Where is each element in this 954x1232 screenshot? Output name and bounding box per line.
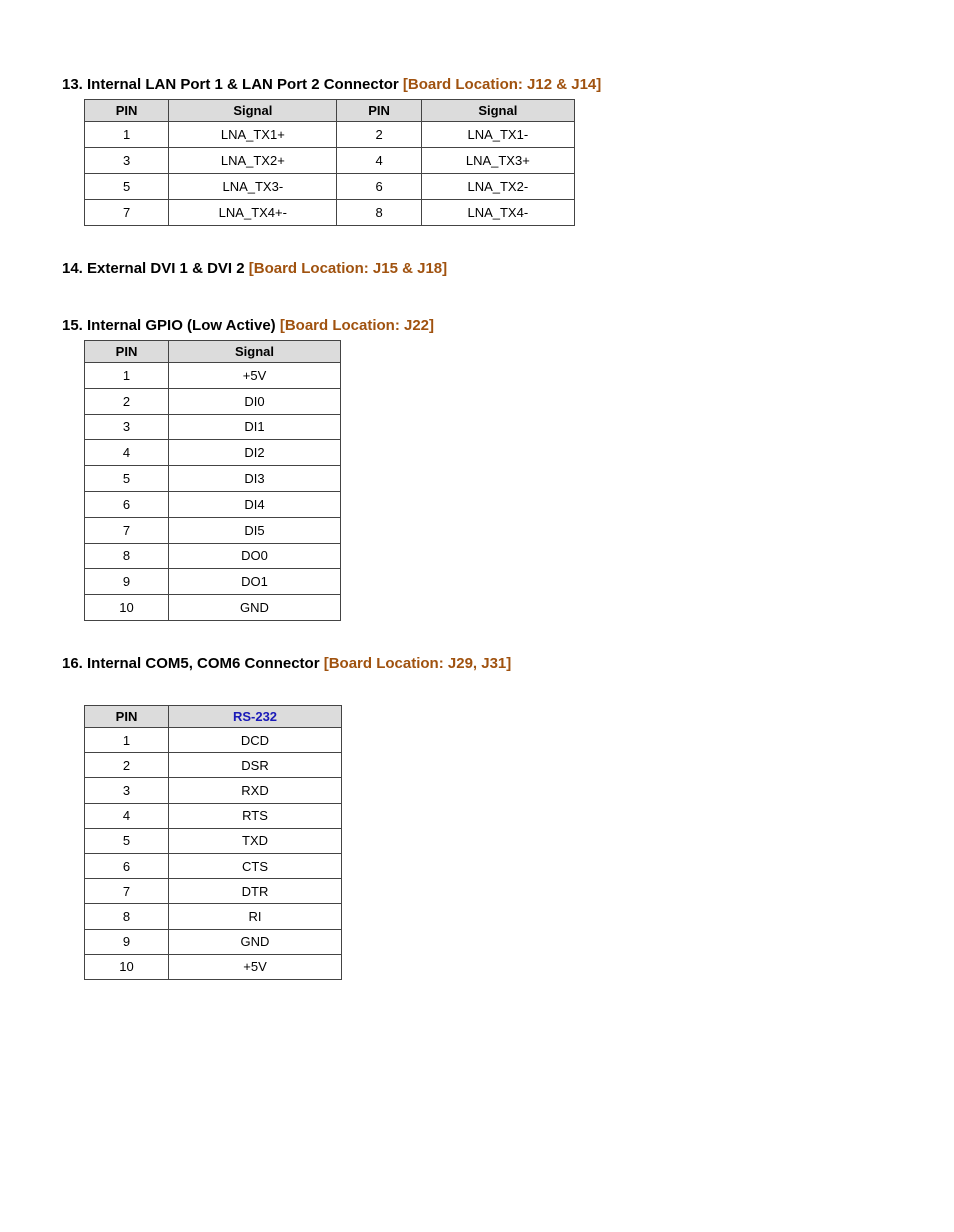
table-row <box>85 803 342 828</box>
section-16-heading <box>62 655 511 672</box>
table-cell: DI4 <box>169 491 341 517</box>
table-cell: 2 <box>85 388 169 414</box>
table-row <box>85 200 575 226</box>
table-cell: DI0 <box>169 388 341 414</box>
section-13-title: 13. Internal LAN Port 1 & LAN Port 2 Connector <box>62 76 399 93</box>
table-cell: 9 <box>85 569 169 595</box>
section-14-heading <box>62 260 447 277</box>
table-cell: 6 <box>85 491 169 517</box>
table-row <box>85 954 342 979</box>
table-cell: 4 <box>337 148 421 174</box>
table-cell: 3 <box>85 414 169 440</box>
section-15-heading <box>62 317 434 334</box>
table-row <box>85 728 342 753</box>
table-row <box>85 122 575 148</box>
table-row <box>85 879 342 904</box>
table-cell: 7 <box>85 200 169 226</box>
table-row <box>85 543 341 569</box>
column-header: Signal <box>421 100 574 122</box>
table-cell: 8 <box>85 904 169 929</box>
table-cell: LNA_TX4+- <box>169 200 337 226</box>
table-cell: 2 <box>337 122 421 148</box>
table-cell: LNA_TX3- <box>169 174 337 200</box>
section-13-location: [Board Location: J12 & J14] <box>402 76 602 93</box>
table-cell: RI <box>169 904 342 929</box>
column-header: PIN <box>337 100 421 122</box>
table-cell: 8 <box>337 200 421 226</box>
table-cell: LNA_TX4- <box>421 200 574 226</box>
table-cell: 4 <box>85 440 169 466</box>
section-14-location: [Board Location: J15 & J18] <box>248 260 448 277</box>
column-header: Signal <box>169 341 341 363</box>
section-15-title: 15. Internal GPIO (Low Active) <box>62 317 276 334</box>
table-cell: 3 <box>85 778 169 803</box>
column-header: PIN <box>85 706 169 728</box>
table-cell: CTS <box>169 853 342 878</box>
table-row <box>85 828 342 853</box>
table-cell: 3 <box>85 148 169 174</box>
table-cell: +5V <box>169 954 342 979</box>
table-row <box>85 414 341 440</box>
section-16-title: 16. Internal COM5, COM6 Connector <box>62 655 320 672</box>
table-cell: 1 <box>85 122 169 148</box>
table-header-row <box>85 706 342 728</box>
table-cell: 5 <box>85 466 169 492</box>
table-cell: 5 <box>85 174 169 200</box>
table-cell: 7 <box>85 517 169 543</box>
table-cell: LNA_TX1- <box>421 122 574 148</box>
lan-connector-table <box>84 99 575 226</box>
column-header: PIN <box>85 100 169 122</box>
section-16-location: [Board Location: J29, J31] <box>323 655 512 672</box>
table-cell: 1 <box>85 728 169 753</box>
table-row <box>85 904 342 929</box>
table-row <box>85 517 341 543</box>
table-cell: 7 <box>85 879 169 904</box>
table-cell: DI5 <box>169 517 341 543</box>
table-row <box>85 388 341 414</box>
section-13-heading <box>62 76 601 93</box>
section-14-title: 14. External DVI 1 & DVI 2 <box>62 260 245 277</box>
table-cell: +5V <box>169 363 341 389</box>
table-cell: 6 <box>85 853 169 878</box>
table-cell: LNA_TX3+ <box>421 148 574 174</box>
table-cell: 1 <box>85 363 169 389</box>
table-row <box>85 929 342 954</box>
table-row <box>85 363 341 389</box>
table-cell: 4 <box>85 803 169 828</box>
table-cell: LNA_TX2+ <box>169 148 337 174</box>
table-row <box>85 466 341 492</box>
column-header: RS-232 <box>169 706 342 728</box>
table-cell: 10 <box>85 954 169 979</box>
table-row <box>85 148 575 174</box>
section-15-location: [Board Location: J22] <box>279 317 435 334</box>
table-cell: TXD <box>169 828 342 853</box>
table-cell: DO0 <box>169 543 341 569</box>
table-cell: DTR <box>169 879 342 904</box>
table-cell: DSR <box>169 753 342 778</box>
table-cell: 10 <box>85 595 169 621</box>
table-cell: DO1 <box>169 569 341 595</box>
table-cell: DI1 <box>169 414 341 440</box>
table-cell: GND <box>169 929 342 954</box>
gpio-table <box>84 340 341 621</box>
table-cell: DI2 <box>169 440 341 466</box>
table-cell: LNA_TX2- <box>421 174 574 200</box>
column-header: PIN <box>85 341 169 363</box>
table-row <box>85 595 341 621</box>
com-connector-table <box>84 705 342 980</box>
table-row <box>85 174 575 200</box>
table-cell: LNA_TX1+ <box>169 122 337 148</box>
table-cell: DI3 <box>169 466 341 492</box>
table-row <box>85 440 341 466</box>
table-row <box>85 569 341 595</box>
table-header-row <box>85 100 575 122</box>
table-row <box>85 853 342 878</box>
table-row <box>85 491 341 517</box>
table-row <box>85 753 342 778</box>
table-row <box>85 778 342 803</box>
table-cell: 8 <box>85 543 169 569</box>
table-cell: 9 <box>85 929 169 954</box>
table-cell: 6 <box>337 174 421 200</box>
table-cell: GND <box>169 595 341 621</box>
table-cell: DCD <box>169 728 342 753</box>
table-header-row <box>85 341 341 363</box>
table-cell: 2 <box>85 753 169 778</box>
table-cell: RTS <box>169 803 342 828</box>
column-header: Signal <box>169 100 337 122</box>
table-cell: RXD <box>169 778 342 803</box>
table-cell: 5 <box>85 828 169 853</box>
